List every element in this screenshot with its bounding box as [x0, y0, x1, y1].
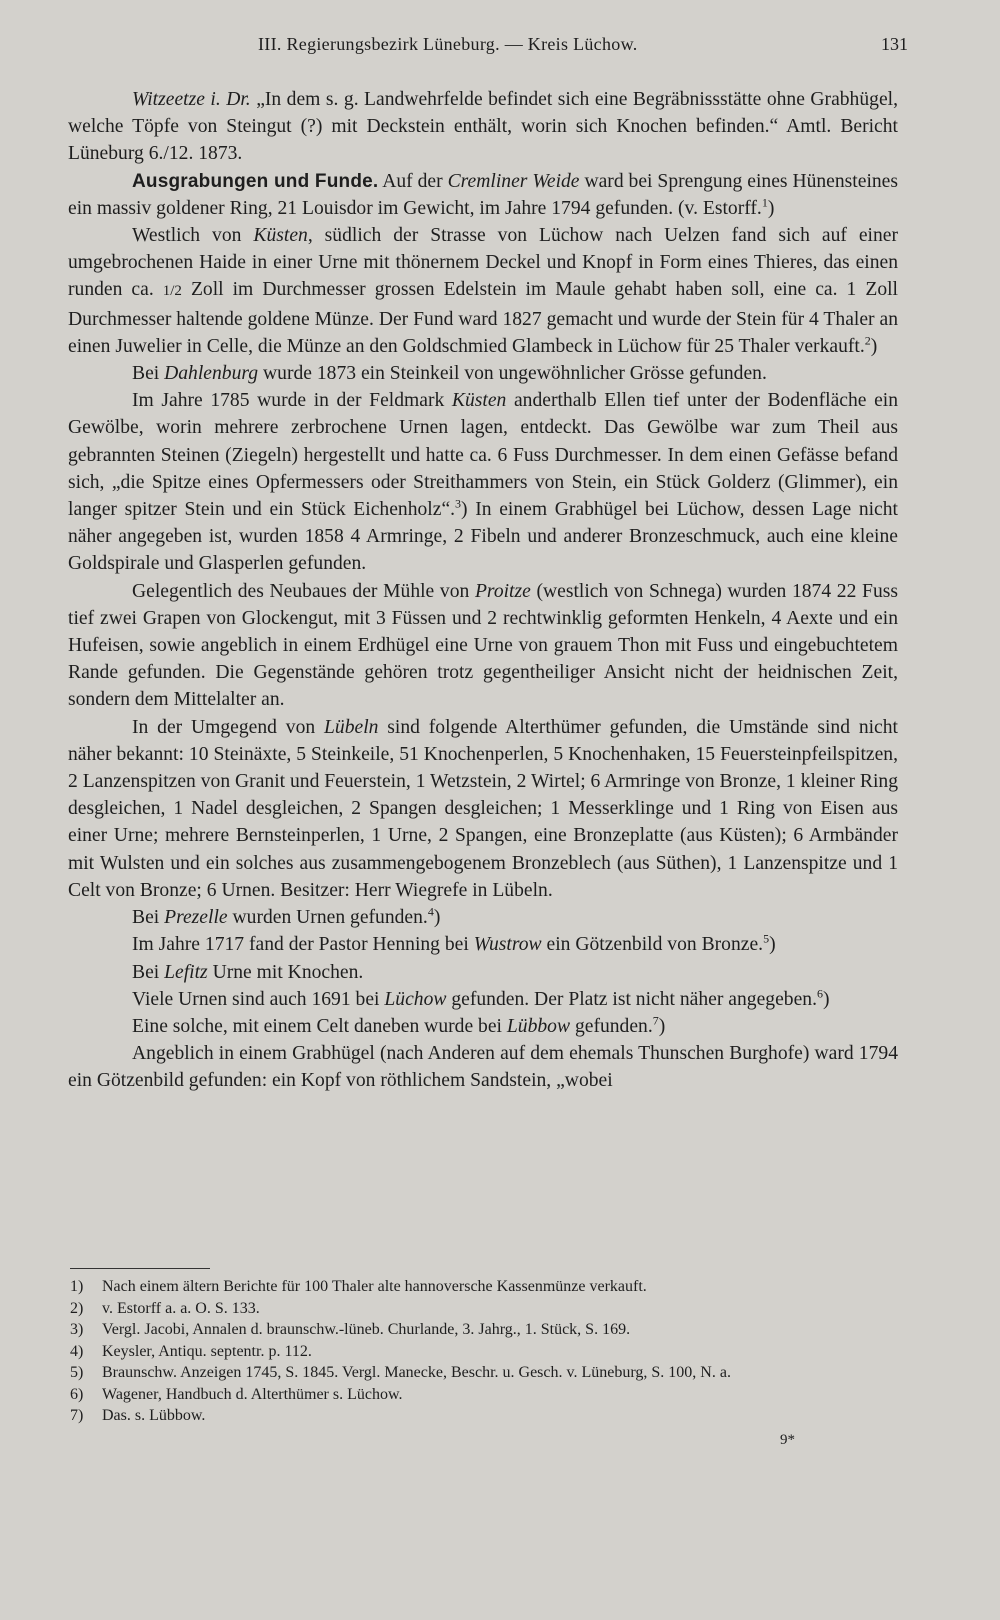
running-title: III. Regierungsbezirk Lüneburg. — Kreis Lüchow. [258, 34, 638, 54]
paragraph: Gelegentlich des Neubaues der Mühle von Proitze (westlich von Schnega) wurden 1874 22 Fuss tief zwei Grapen von Glockengut, mit 3 Füssen und 2 rechtwinklig geformten Henkeln, 4 Aexte und ein Hufeisen, sowie angeblich in einem Erdhügel eine Urne von grauem Thon mit Fuss und eingebuchtetem Rande gefunden. Die Gegenstände gehören trotz gegentheiliger Ansicht nicht der heidnischen Zeit, sondern dem Mittelalter an. [68, 580, 898, 711]
footnote-ref: 3 [455, 496, 462, 511]
footnote: 4) Keysler, Antiqu. septentr. p. 112. [70, 1341, 900, 1363]
footnote-mark: 2) [70, 1299, 84, 1317]
footnote: 3) Vergl. Jacobi, Annalen d. braunschw.-lüneb. Churlande, 3. Jahrg., 1. Stück, S. 169. [70, 1319, 900, 1341]
paragraph: Im Jahre 1785 wurde in der Feldmark Küsten anderthalb Ellen tief unter der Bodenfläche ein Gewölbe, worin mehrere zerbrochene Urnen lagen, entdeckt. Das Gewölbe war zum Theil aus gebrannten Steinen (Ziegeln) hergestellt und hatte ca. 6 Fuss Durchmesser. In dem einen Gefässe befand sich, „die Spitze eines Opfermessers oder Streithammers von Stein, ein Stück Golderz (Glimmer), ein langer spitzer Stein und ein Stück Eichenholz“.$^3$) In einem Grabhügel bei Lüchow, dessen Lage nicht näher angegeben ist, wurden 1858 4 Armringe, 2 Fibeln und anderer Bronzeschmuck, auch eine kleine Goldspirale und Glasperlen gefunden. [68, 390, 898, 575]
footnote-ref: 5 [763, 931, 770, 946]
footnote-mark: 1) [70, 1278, 84, 1295]
paragraph: Angeblich in einem Grabhügel (nach Anderen auf dem ehemals Thunschen Burghofe) ward 1794 ein Götzenbild gefunden: ein Kopf von röthlichem Sandstein, „wobei [68, 1043, 898, 1092]
footnote: 5) Braunschw. Anzeigen 1745, S. 1845. Vergl. Manecke, Beschr. u. Gesch. v. Lüneburg, S. 100, N. a. [70, 1362, 900, 1384]
footnote-mark: 3) [70, 1321, 84, 1338]
place-name: Wustrow [473, 934, 542, 956]
paragraph: Im Jahre 1717 fand der Pastor Henning bei Wustrow ein Götzenbild von Bronze.$^5$) [132, 931, 776, 956]
paragraph: Bei Lefitz Urne mit Knochen. [132, 961, 364, 983]
place-name: Dahlenburg [164, 363, 259, 385]
footnotes [70, 1276, 900, 1427]
footnote: 2) v. Estorff a. a. O. S. 133. [70, 1298, 900, 1320]
footnote-mark: 7) [70, 1407, 84, 1424]
footnote-mark: 6) [70, 1385, 84, 1403]
place-name: Lübeln [324, 716, 379, 738]
paragraph: Viele Urnen sind auch 1691 bei Lüchow gefunden. Der Platz ist nicht näher angegeben.$^6$) [132, 986, 830, 1010]
footnote-ref: 4 [427, 904, 434, 919]
footnote-ref: 6 [816, 986, 823, 1001]
footnote: 1) Nach einem ältern Berichte für 100 Thaler alte hannoversche Kassenmünze verkauft. [70, 1276, 900, 1298]
footnote-rule [70, 1268, 210, 1269]
footnote-mark: 5) [70, 1364, 84, 1381]
body-text [68, 86, 898, 1095]
footnote-ref: 2 [864, 333, 871, 348]
place-name: Küsten [451, 390, 507, 412]
place-name: Cremliner Weide [447, 170, 580, 192]
signature-mark: 9* [780, 1432, 795, 1448]
footnote-mark: 4) [70, 1342, 84, 1360]
fraction: 1/2 [162, 283, 182, 300]
place-name: Prezelle [164, 907, 228, 929]
page-number: 131 [881, 34, 908, 54]
page-header [68, 34, 908, 64]
paragraph: Bei Dahlenburg wurde 1873 ein Steinkeil von ungewöhnlicher Grösse gefunden. [132, 363, 767, 385]
paragraph: Westlich von Küsten, südlich der Strasse von Lüchow nach Uelzen fand sich auf einer umgebrochenen Haide in einer Urne mit thönernem Deckel und Knopf in Form eines Thieres, das einen runden ca. 1/2 Zoll im Durchmesser grossen Edelstein im Maule gehabt haben soll, eine ca. 1 Zoll Durchmesser haltende goldene Münze. Der Fund ward 1827 gemacht und wurde der Stein für 4 Thaler an einen Juwelier in Celle, die Münze an den Goldschmied Glambeck in Lüchow für 25 Thaler verkauft.$^2$) [68, 225, 899, 357]
place-name: Lübbow [506, 1015, 571, 1037]
place-name: Lefitz [164, 961, 208, 983]
footnote: 6) Wagener, Handbuch d. Alterthümer s. Lüchow. [70, 1384, 900, 1406]
footnote-ref: 7 [652, 1013, 659, 1028]
paragraph: Eine solche, mit einem Celt daneben wurde bei Lübbow gefunden.$^7$) [132, 1013, 666, 1037]
paragraph: In der Umgegend von Lübeln sind folgende Alterthümer gefunden, die Umstände sind nicht näher bekannt: 10 Steinäxte, 5 Steinkeile, 51 Knochenperlen, 5 Knochenhaken, 15 Feuersteinpfeilspitzen, 2 Lanzenspitzen von Granit und Feuerstein, 1 Wetzstein, 2 Wirtel; 6 Armringe von Bronze, 1 kleiner Ring desgleichen, 1 Nadel desgleichen, 2 Spangen desgleichen; 1 Messerklinge und 1 Ring von Eisen aus einer Urne; mehrere Bernsteinperlen, 1 Urne, 2 Spangen, eine Bronzeplatte (aus Küsten); 6 Armbänder mit Wulsten und ein solches aus zusammengebogenem Bronzeblech (aus Süthen), 1 Lanzenspitze und 1 Celt von Bronze; 6 Urnen. Besitzer: Herr Wiegrefe in Lübeln. [68, 716, 898, 901]
paragraph: Bei Prezelle wurden Urnen gefunden.$^4$) [132, 904, 441, 929]
place-name: Lüchow [384, 988, 447, 1010]
paragraph: Witzeetze i. Dr. „In dem s. g. Landwehrfelde befindet sich eine Begräbnissstätte ohne Grabhügel, welche Töpfe von Steingut (?) mit Deckstein enthält, worin sich Knochen befinden.“ Amtl. Bericht Lüneburg 6./12. 1873. [68, 89, 898, 165]
footnote: 7) Das. s. Lübbow. [70, 1405, 900, 1427]
place-name: Küsten [253, 225, 308, 247]
place-name: Witzeetze i. Dr. [132, 89, 251, 110]
footnote-ref: 1 [761, 195, 768, 210]
section-heading: Ausgrabungen und Funde. [132, 170, 379, 192]
paragraph: Ausgrabungen und Funde. Auf der Cremliner Weide ward bei Sprengung eines Hünensteines ein massiv goldener Ring, 21 Louisdor im Gewicht, im Jahre 1794 gefunden. (v. Estorff.$^1$) [68, 170, 899, 219]
place-name: Proitze [474, 580, 531, 602]
